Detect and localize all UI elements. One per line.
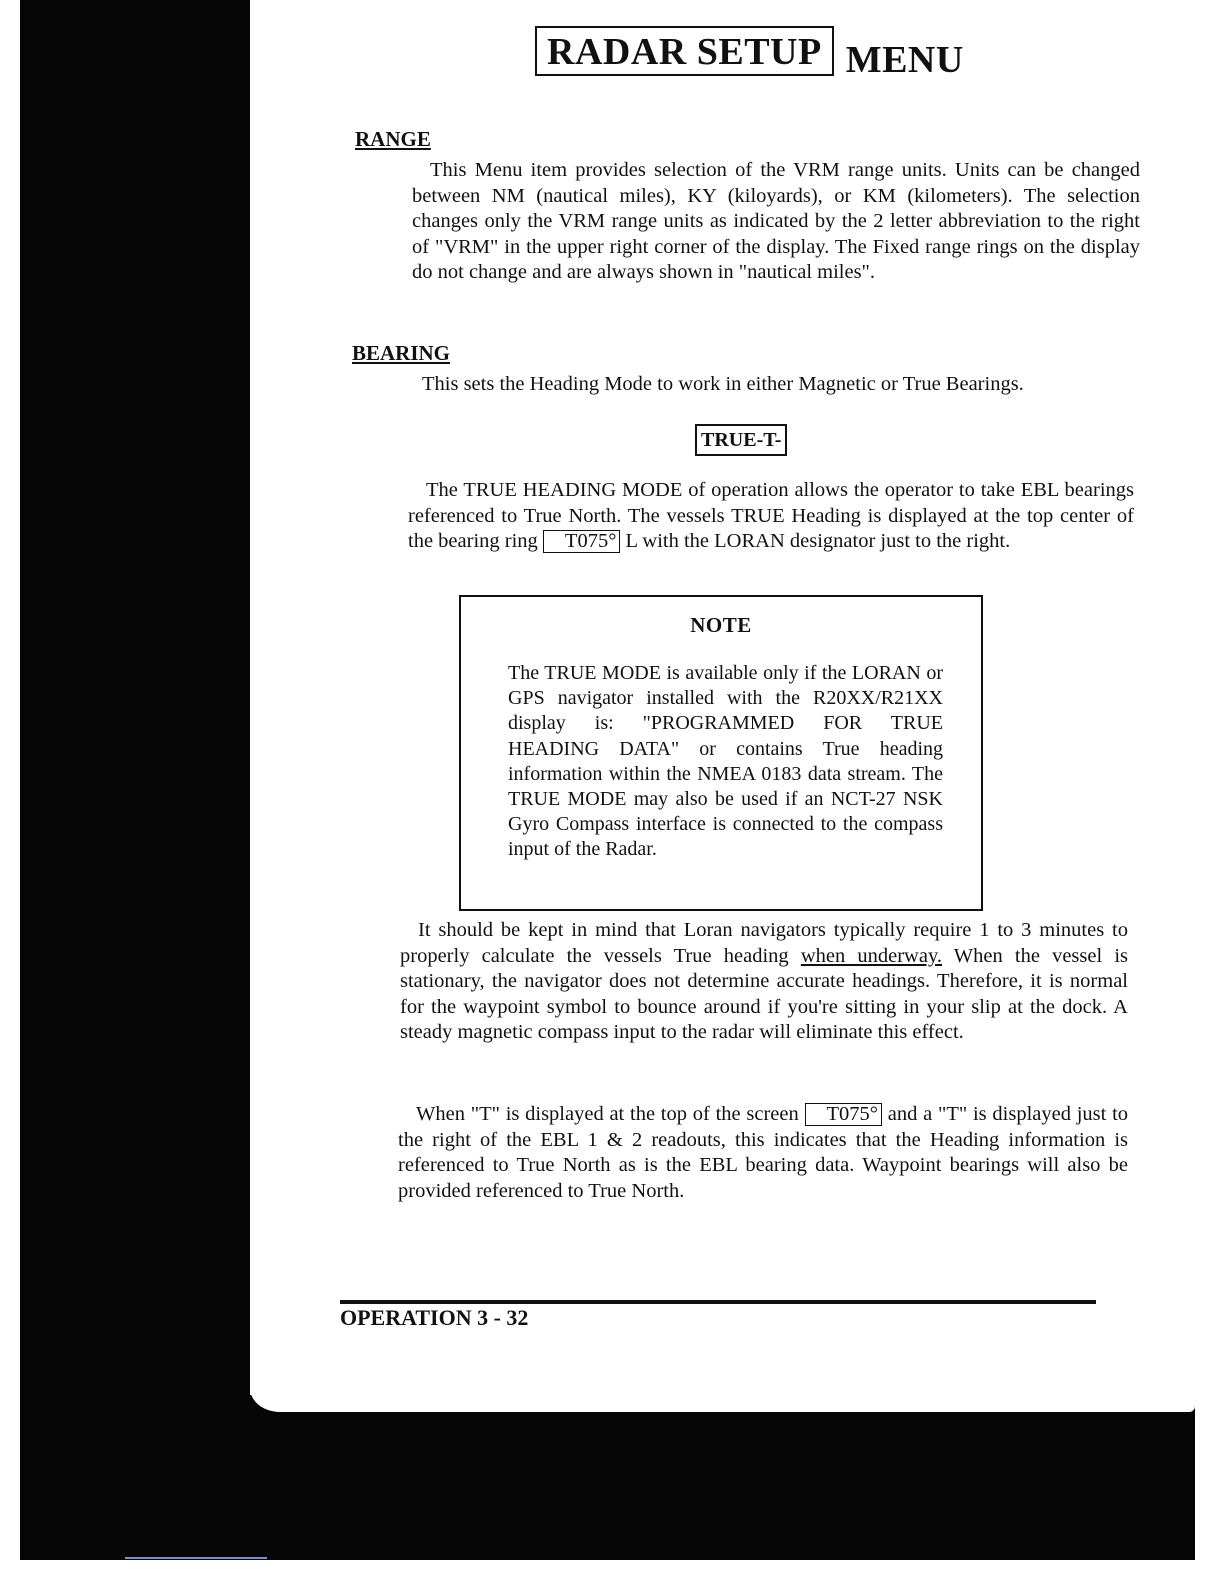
manual-page [250, 0, 1194, 1395]
loran-pre: It should be kept in mind that Loran navigators typically require 1 to 3 minutes to properly calculate the vessels True heading [400, 919, 1128, 967]
t-display-readout-box: T075° [805, 1103, 882, 1126]
range-paragraph [412, 158, 1140, 286]
true-heading-pre: The TRUE HEADING MODE of operation allows the operator to take EBL bearings referenced to True North. The vessels TRUE Heading is displayed at the top center of the bearing ring [408, 479, 1134, 552]
loran-post: When the vessel is stationary, the navigator does not determine accurate headings. Therefore, it is normal for the waypoint symbol to bounce around if you're sitting in your slip at the dock. A steady magnetic compass input to the radar will eliminate this effect. [400, 944, 1128, 1043]
t-display-paragraph [398, 1102, 1128, 1204]
true-heading-paragraph [408, 478, 1134, 555]
heading-readout-box: T075° [543, 530, 620, 553]
true-heading-post: L with the LORAN designator just to the right. [625, 530, 1011, 552]
bearing-intro [422, 372, 1138, 398]
loran-underlined: when underway. [800, 944, 942, 967]
t-display-post: and a "T" is displayed just to the right of the EBL 1 & 2 readouts, this indicates that the Heading information is referenced to True North as is the EBL bearing data. Waypoint bearings will also be provided referenced to True North. [398, 1103, 1129, 1202]
loran-text [400, 918, 1128, 1046]
range-text: This Menu item provides selection of the VRM range units. Units can be changed between NM (nautical miles), KY (kiloyards), or KM (kilometers). The selection changes only the VRM range units as indicated by the 2 letter abbreviation to the right of "VRM" in the upper right corner of the display. The Fixed range rings on the display do not change and are always shown in "nautical miles". [412, 159, 1140, 283]
footer-rule [340, 1300, 1096, 1304]
title-boxed: RADAR SETUP [535, 26, 834, 76]
scan-artifact-line [125, 1557, 267, 1559]
true-heading-text [408, 478, 1134, 555]
note-title: NOTE [690, 613, 752, 637]
scan-border-left [20, 0, 250, 1560]
page-title [535, 26, 964, 82]
bearing-heading: BEARING [352, 341, 451, 365]
true-mode-label: TRUE-T- [695, 424, 787, 456]
scan-border-bottom [20, 1395, 1195, 1560]
t-display-text [398, 1102, 1128, 1204]
bearing-text: This sets the Heading Mode to work in either Magnetic or True Bearings. [422, 373, 1024, 395]
t-display-pre: When "T" is displayed at the top of the screen [416, 1103, 799, 1125]
title-plain: MENU [845, 39, 964, 81]
note-box [459, 595, 983, 911]
loran-paragraph [400, 918, 1128, 1046]
footer-page-label: OPERATION 3 - 32 [340, 1305, 529, 1330]
range-heading: RANGE [355, 127, 431, 151]
note-text: The TRUE MODE is available only if the LORAN or GPS navigator installed with the R20XX/R21XX display is: "PROGRAMMED FOR TRUE HEADING DATA" or contains True heading information within the NMEA 0183 data stream. The TRUE MODE may also be used if an NCT-27 NSK Gyro Compass interface is connected to the compass input of the Radar. [508, 662, 943, 861]
